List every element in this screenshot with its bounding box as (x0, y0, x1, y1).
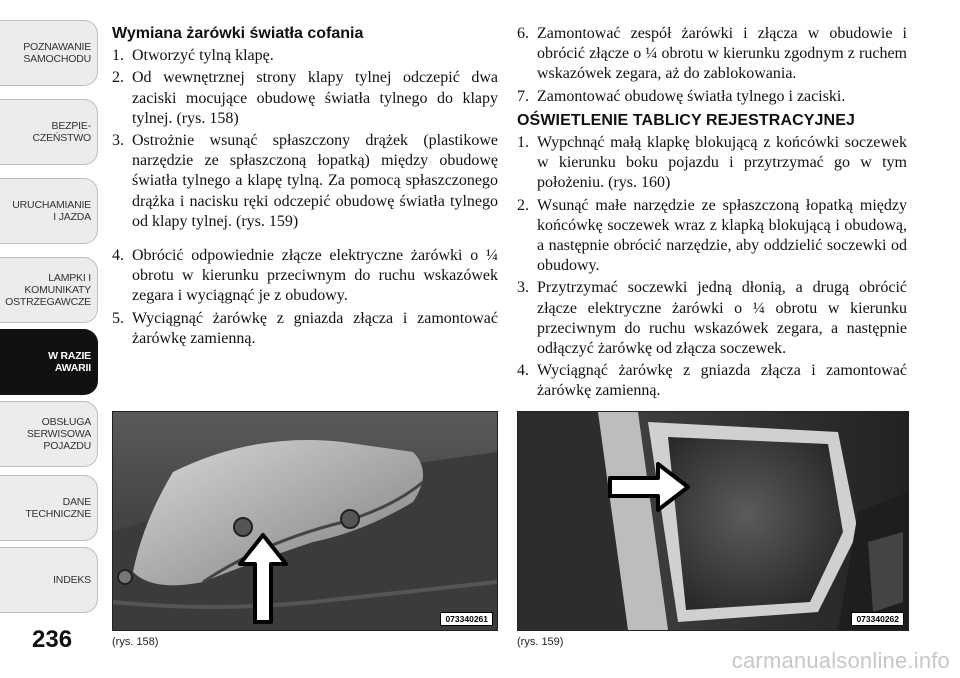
list-item: 3. Ostrożnie wsunąć spłaszczony drążek (plastikowe narzędzie ze spłaszczoną łopatką) między obudowę światła tylnego a klapę tylną. Za pomocą spłaszczonego drążka i nacisku ręki odczepić obudowę światła tylnego od klapy tylnej. (rys. 159) (112, 132, 498, 230)
reverse-light-steps-continued (517, 24, 907, 107)
list-item: 5. Wyciągnąć żarówkę z gniazda złącza i zamontować żarówkę zamienną. (112, 309, 498, 347)
reverse-light-steps (112, 46, 498, 349)
list-item: 3. Przytrzymać soczewki jedną dłonią, a drugą obrócić złącze elektryczne żarówki o ¼ obrotu w kierunku przeciwnym do ruchu wskazówek zegara, a następnie odłączyć żarówkę od złącza soczewek. (517, 279, 907, 358)
list-item: 1. Otworzyć tylną klapę. (112, 47, 274, 65)
section-heading-license-plate: OŚWIETLENIE TABLICY REJESTRACYJNEJ (517, 111, 855, 129)
right-column (517, 24, 907, 404)
figure-code: 073340261 (440, 612, 493, 626)
tail-lamp-clips-illustration (113, 412, 497, 630)
tab-uruchamianie-i-jazda[interactable]: URUCHAMIANIE I JAZDA (0, 178, 98, 244)
figure-code: 073340262 (851, 612, 904, 626)
list-item: 7. Zamontować obudowę światła tylnego i zaciski. (517, 87, 846, 105)
tab-poznawanie-samochodu[interactable]: POZNAWANIE SAMOCHODU (0, 20, 98, 86)
license-plate-steps (517, 133, 907, 402)
figure-159 (517, 411, 909, 631)
list-item: 2. Wsunąć małe narzędzie ze spłaszczoną łopatką między końcówkę soczewek wraz z klapką blokującą i obudową, a następnie obrócić narzędzie, aby oddzielić soczewki od obudowy. (517, 196, 907, 275)
tail-lamp-housing-illustration (518, 412, 908, 630)
list-item: 4. Wyciągnąć żarówkę z gniazda złącza i zamontować żarówkę zamienną. (517, 362, 907, 400)
list-item: 6. Zamontować zespół żarówki i złącza w obudowie i obrócić złącze o ¼ obrotu w kierunku zgodnym z ruchem wskazówek zegara, aż do zablokowania. (517, 25, 907, 83)
tab-bezpieczenstwo[interactable]: BEZPIE- CZEŃSTWO (0, 99, 98, 165)
left-column (112, 24, 498, 351)
tab-obsluga-serwisowa[interactable]: OBSŁUGA SERWISOWA POJAZDU (0, 401, 98, 467)
section-heading-reverse-light: Wymiana żarówki światła cofania (112, 25, 364, 42)
tab-indeks[interactable]: INDEKS (0, 547, 98, 613)
tab-dane-techniczne[interactable]: DANE TECHNICZNE (0, 475, 98, 541)
watermark: carmanualsonline.info (731, 648, 950, 673)
page-number: 236 (32, 626, 73, 653)
figure-158-caption: (rys. 158) (112, 636, 159, 648)
figure-158 (112, 411, 498, 631)
tab-w-razie-awarii[interactable]: W RAZIE AWARII (0, 329, 98, 395)
figure-159-caption: (rys. 159) (517, 636, 564, 648)
list-item: 2. Od wewnętrznej strony klapy tylnej odczepić dwa zaciski mocujące obudowę światła tylnego do klapy tylnej. (rys. 158) (112, 69, 498, 127)
list-item: 1. Wypchnąć małą klapkę blokującą z końcówki soczewek w kierunku boku pojazdu i przytrzymać go w tym położeniu. (rys. 160) (517, 134, 907, 192)
list-item: 4. Obrócić odpowiednie złącze elektryczne żarówki o ¼ obrotu w kierunku przeciwnym do ruchu wskazówek zegara i wyciągnąć je z obudowy. (112, 247, 498, 305)
tab-lampki-i-komunikaty[interactable]: LAMPKI I KOMUNIKATY OSTRZEGAWCZE (0, 257, 98, 323)
